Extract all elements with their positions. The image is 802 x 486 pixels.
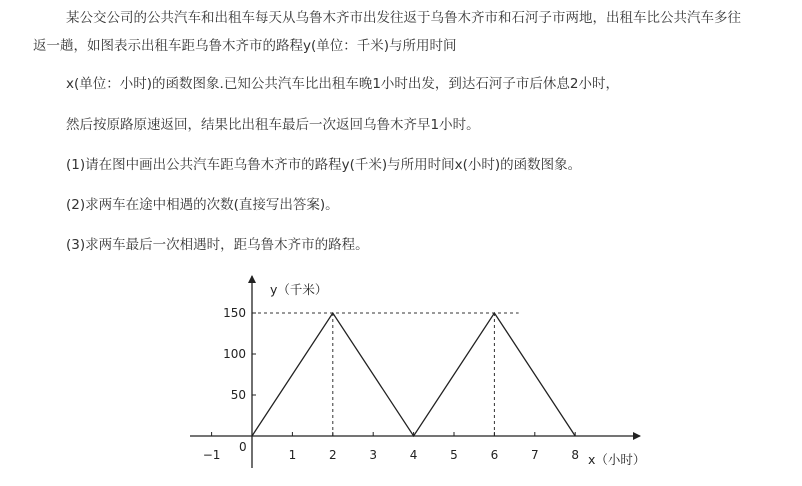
y-axis-label: y（千米）	[270, 282, 328, 297]
x-tick-label: −1	[202, 448, 221, 462]
x-tick-label: 7	[530, 448, 539, 462]
origin-label: 0	[239, 440, 247, 454]
question-2: (2)求两车在途中相遇的次数(直接写出答案)。	[66, 197, 339, 213]
function-graph	[190, 270, 650, 476]
problem-text-line-1: 某公交公司的公共汽车和出租车每天从乌鲁木齐市出发往返于乌鲁木齐市和石河子市两地，出租车比公共汽车多往	[66, 10, 741, 26]
x-axis-label: x（小时）	[588, 452, 646, 467]
x-tick-label: 4	[409, 448, 418, 462]
y-tick-label: 100	[223, 347, 246, 361]
y-tick-label: 50	[230, 388, 246, 402]
problem-text-line-3: 然后按原路原速返回，结果比出租车最后一次返回乌鲁木齐早1小时。	[66, 117, 480, 133]
question-1: (1)请在图中画出公共汽车距乌鲁木齐市的路程y(千米)与所用时间x(小时)的函数图象。	[66, 157, 582, 173]
taxi-distance-line	[252, 313, 575, 436]
x-tick-label: 2	[328, 448, 337, 462]
problem-text-line-2: x(单位：小时)的函数图象.已知公共汽车比出租车晚1小时出发，到达石河子市后休息2小时，	[66, 76, 619, 92]
question-3: (3)求两车最后一次相遇时，距乌鲁木齐市的路程。	[66, 237, 369, 253]
x-tick-label: 3	[369, 448, 378, 462]
x-tick-label: 1	[288, 448, 297, 462]
x-tick-label: 5	[450, 448, 458, 462]
x-tick-label: 8	[571, 448, 580, 462]
x-tick-label: 6	[490, 448, 499, 462]
y-tick-label: 150	[223, 306, 246, 320]
problem-text-line-1-cont: 返一趟，如图表示出租车距乌鲁木齐市的路程y(单位：千米)与所用时间	[33, 38, 457, 54]
